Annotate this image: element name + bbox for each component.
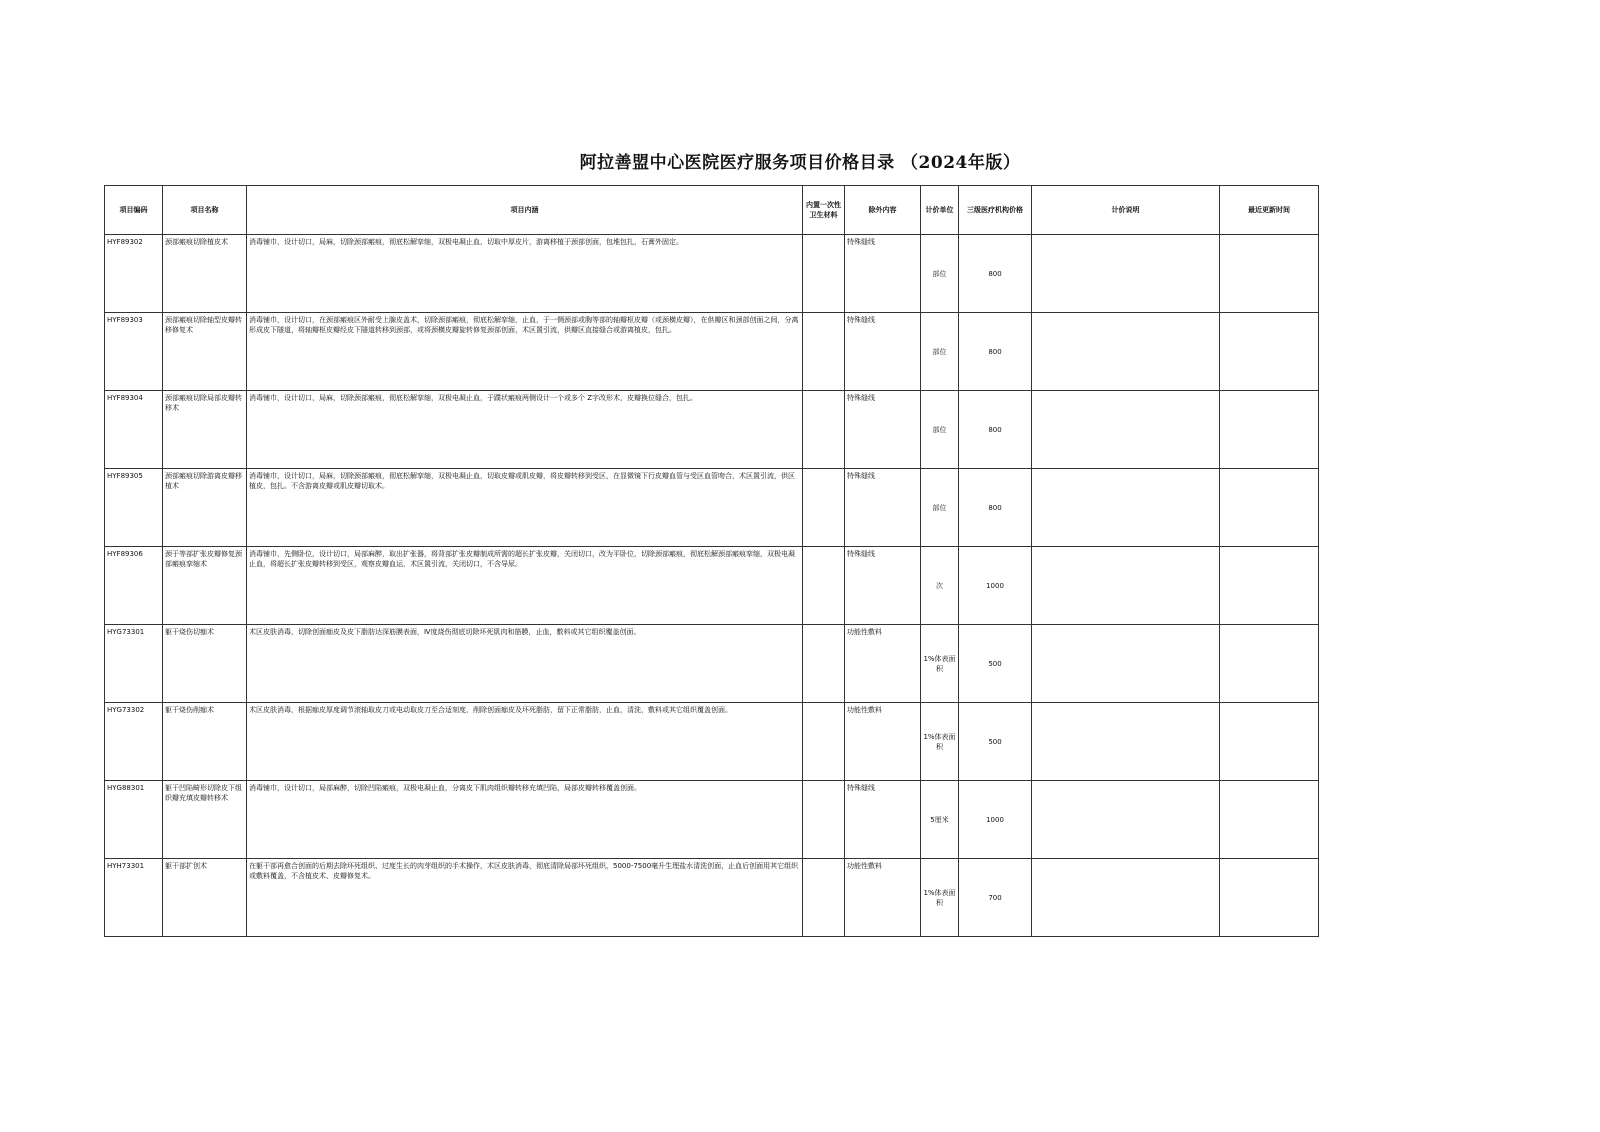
cell-price: 800 [959,313,1032,391]
cell-price: 1000 [959,781,1032,859]
cell-price: 1000 [959,547,1032,625]
cell-exclusion: 功能性敷料 [845,859,921,937]
cell-content: 术区皮肤消毒，根据痂皮厚度调节滚轴取皮刀或电动取皮刀至合适刻度，削除创面痂皮及坏死脂肪，留下正常脂肪，止血，清洗，敷料或其它组织覆盖创面。 [247,703,803,781]
cell-unit: 部位 [921,469,959,547]
cell-name: 颈部瘢痕切除游离皮瓣移植术 [163,469,247,547]
cell-unit: 部位 [921,235,959,313]
table-row [105,547,1319,625]
header-material: 内置一次性卫生材料 [803,186,845,235]
cell-note [1032,781,1220,859]
cell-note [1032,235,1220,313]
cell-material [803,235,845,313]
header-content: 项目内涵 [247,186,803,235]
table-row [105,781,1319,859]
cell-material [803,547,845,625]
cell-unit: 部位 [921,391,959,469]
cell-price: 500 [959,625,1032,703]
cell-content: 术区皮肤消毒，切除创面痂皮及皮下脂肪达深筋膜表面，Ⅳ度烧伤彻底切除坏死肌肉和筋膜，止血，敷料或其它组织覆盖创面。 [247,625,803,703]
cell-material [803,781,845,859]
cell-updated [1220,391,1319,469]
cell-name: 颈部瘢痕切除轴型皮瓣转移修复术 [163,313,247,391]
table-header-row [105,186,1319,235]
cell-content: 消毒铺巾，先侧卧位，设计切口，局部麻醉，取出扩张器，将背部扩张皮瓣制成所需的超长扩张皮瓣，关闭切口，改为平卧位，切除颈部瘢痕，彻底松解颈部瘢痕挛缩，双极电凝止血，将超长扩张皮瓣转移到受区，观察皮瓣血运，术区置引流，关闭切口，不含导尿。 [247,547,803,625]
header-code: 项目编码 [105,186,163,235]
cell-content: 消毒铺巾，设计切口，在颈部瘢痕区外耐受上腺皮盖术，切除颈部瘢痕，彻底松解挛缩，止血，于一侧颈部或胸等部的轴瓣枢皮瓣（或颈横皮瓣），在供瓣区和颈部创面之间，分离形成皮下隧道，将轴瓣枢皮瓣经皮下隧道转移到颈部，或将颈横皮瓣旋转修复颈部创面，术区置引流，供瓣区直接缝合或游离植皮，包扎。 [247,313,803,391]
cell-content: 消毒铺巾，设计切口，局麻，切除颈部瘢痕，彻底松解挛缩，双极电凝止血，切取皮瓣或肌皮瓣，将皮瓣转移到受区，在显微镜下行皮瓣血管与受区血管吻合，术区置引流，供区植皮，包扎。不含游离皮瓣或肌皮瓣切取术。 [247,469,803,547]
cell-exclusion: 特殊缝线 [845,313,921,391]
cell-exclusion: 特殊缝线 [845,391,921,469]
cell-price: 800 [959,469,1032,547]
cell-unit: 1%体表面积 [921,625,959,703]
cell-content: 在躯干部再愈合创面的后期去除坏死组织、过度生长的肉芽组织的手术操作，术区皮肤消毒，彻底清除局部坏死组织，5000-7500毫升生理盐水清洗创面，止血后创面用其它组织或敷料覆盖，不含植皮术、皮瓣修复术。 [247,859,803,937]
cell-material [803,703,845,781]
cell-content: 消毒铺巾，设计切口，局麻，切除颈部瘢痕，彻底松解挛缩，双极电凝止血，切取中厚皮片，游离移植于颈部创面，包堆包扎，石膏外固定。 [247,235,803,313]
table-row [105,625,1319,703]
cell-material [803,859,845,937]
header-name: 项目名称 [163,186,247,235]
cell-name: 颈于等部扩张皮瓣修复颈部瘢痕挛缩术 [163,547,247,625]
cell-exclusion: 功能性敷料 [845,703,921,781]
cell-unit: 5厘米 [921,781,959,859]
cell-updated [1220,703,1319,781]
cell-unit: 次 [921,547,959,625]
table-row [105,859,1319,937]
cell-exclusion: 特殊缝线 [845,547,921,625]
cell-exclusion: 特殊缝线 [845,781,921,859]
cell-note [1032,703,1220,781]
cell-updated [1220,625,1319,703]
cell-updated [1220,235,1319,313]
header-updated: 最近更新时间 [1220,186,1319,235]
cell-name: 躯干部扩创术 [163,859,247,937]
cell-code: HYF89303 [105,313,163,391]
cell-exclusion: 功能性敷料 [845,625,921,703]
cell-material [803,313,845,391]
cell-name: 躯干烧伤削痂术 [163,703,247,781]
price-table [104,185,1319,937]
page-title: 阿拉善盟中心医院医疗服务项目价格目录 （2024年版） [579,153,1021,173]
cell-material [803,469,845,547]
cell-updated [1220,547,1319,625]
cell-name: 躯干凹陷畸形切除皮下组织瓣充填皮瓣转移术 [163,781,247,859]
cell-price: 500 [959,703,1032,781]
cell-material [803,391,845,469]
table-row [105,391,1319,469]
cell-updated [1220,781,1319,859]
cell-updated [1220,859,1319,937]
table-row [105,235,1319,313]
cell-note [1032,859,1220,937]
cell-note [1032,391,1220,469]
cell-name: 颈部瘢痕切除局部皮瓣转移术 [163,391,247,469]
header-unit: 计价单位 [921,186,959,235]
cell-content: 消毒铺巾，设计切口，局部麻醉，切除凹陷瘢痕，双极电凝止血，分离皮下肌肉组织瓣转移充填凹陷，局部皮瓣转移覆盖创面。 [247,781,803,859]
cell-unit: 部位 [921,313,959,391]
cell-exclusion: 特殊缝线 [845,469,921,547]
cell-code: HYF89304 [105,391,163,469]
header-note: 计价说明 [1032,186,1220,235]
cell-note [1032,313,1220,391]
cell-name: 颈部瘢痕切除植皮术 [163,235,247,313]
cell-code: HYH73301 [105,859,163,937]
cell-code: HYG73301 [105,625,163,703]
cell-price: 700 [959,859,1032,937]
cell-note [1032,469,1220,547]
cell-code: HYF89305 [105,469,163,547]
table-row [105,703,1319,781]
cell-note [1032,547,1220,625]
cell-content: 消毒铺巾，设计切口，局麻，切除颈部瘢痕，彻底松解挛缩，双极电凝止血，于蹼状瘢痕两侧设计一个或多个 Z字改形术，皮瓣换位缝合，包扎。 [247,391,803,469]
cell-code: HYF89302 [105,235,163,313]
cell-exclusion: 特殊缝线 [845,235,921,313]
cell-code: HYG88301 [105,781,163,859]
cell-material [803,625,845,703]
table-row [105,313,1319,391]
header-exclusion: 除外内容 [845,186,921,235]
cell-code: HYF89306 [105,547,163,625]
header-price: 三级医疗机构价格 [959,186,1032,235]
cell-unit: 1%体表面积 [921,703,959,781]
cell-unit: 1%体表面积 [921,859,959,937]
cell-note [1032,625,1220,703]
cell-updated [1220,313,1319,391]
cell-price: 800 [959,235,1032,313]
cell-price: 800 [959,391,1032,469]
cell-updated [1220,469,1319,547]
cell-name: 躯干烧伤切痂术 [163,625,247,703]
table-row [105,469,1319,547]
cell-code: HYG73302 [105,703,163,781]
